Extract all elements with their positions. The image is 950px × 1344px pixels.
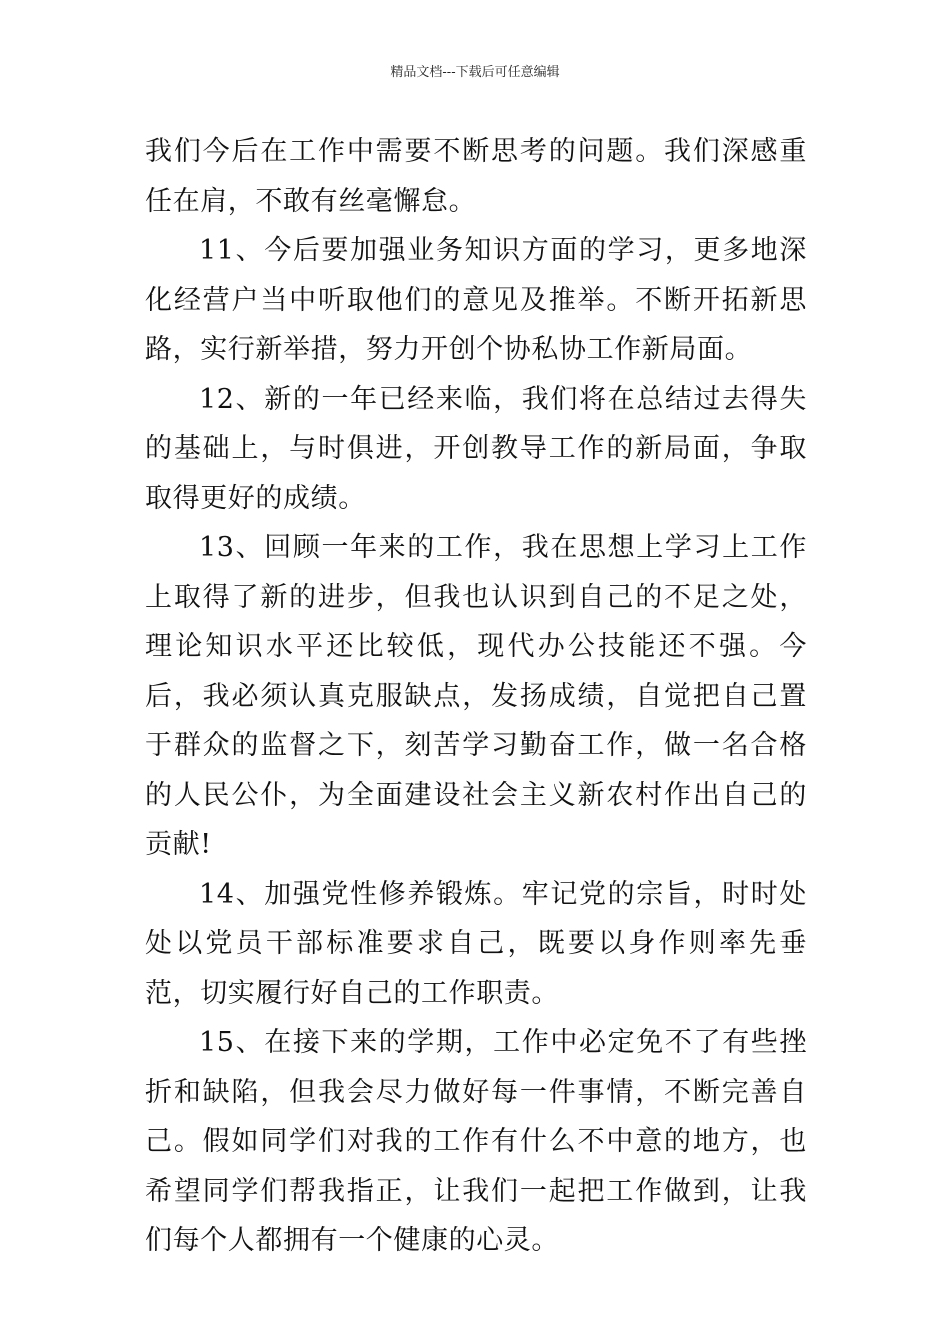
paragraph-item-12: 12、新的一年已经来临，我们将在总结过去得失的基础上，与时俱进，开创教导工作的新局面，争取取得更好的成绩。	[145, 383, 807, 514]
paragraph-item-15: 15、在接下来的学期，工作中必定免不了有些挫折和缺陷，但我会尽力做好每一件事情，不断完善自己。假如同学们对我的工作有什么不中意的地方，也希望同学们帮我指正，让我们一起把工作做到，让我们每个人都拥有一个健康的心灵。	[145, 1027, 807, 1256]
paragraph-item-14: 14、加强党性修养锻炼。牢记党的宗旨，时时处处以党员干部标准要求自己，既要以身作则率先垂范，切实履行好自己的工作职责。	[145, 878, 807, 1009]
paragraph-item-11: 11、今后要加强业务知识方面的学习，更多地深化经营户当中听取他们的意见及推举。不断开拓新思路，实行新举措，努力开创个协私协工作新局面。	[145, 235, 807, 365]
document-body	[145, 127, 807, 1266]
paragraph-item-13: 13、回顾一年来的工作，我在思想上学习上工作上取得了新的进步，但我也认识到自己的不足之处，理论知识水平还比较低，现代办公技能还不强。今后，我必须认真克服缺点，发扬成绩，自觉把自己置于群众的监督之下，刻苦学习勤奋工作，做一名合格的人民公仆，为全面建设社会主义新农村作出自己的贡献!	[145, 532, 807, 860]
paragraph-continuation: 我们今后在工作中需要不断思考的问题。我们深感重任在肩，不敢有丝毫懈怠。	[145, 136, 807, 217]
page-header: 精品文档---下载后可任意编辑	[390, 65, 560, 80]
